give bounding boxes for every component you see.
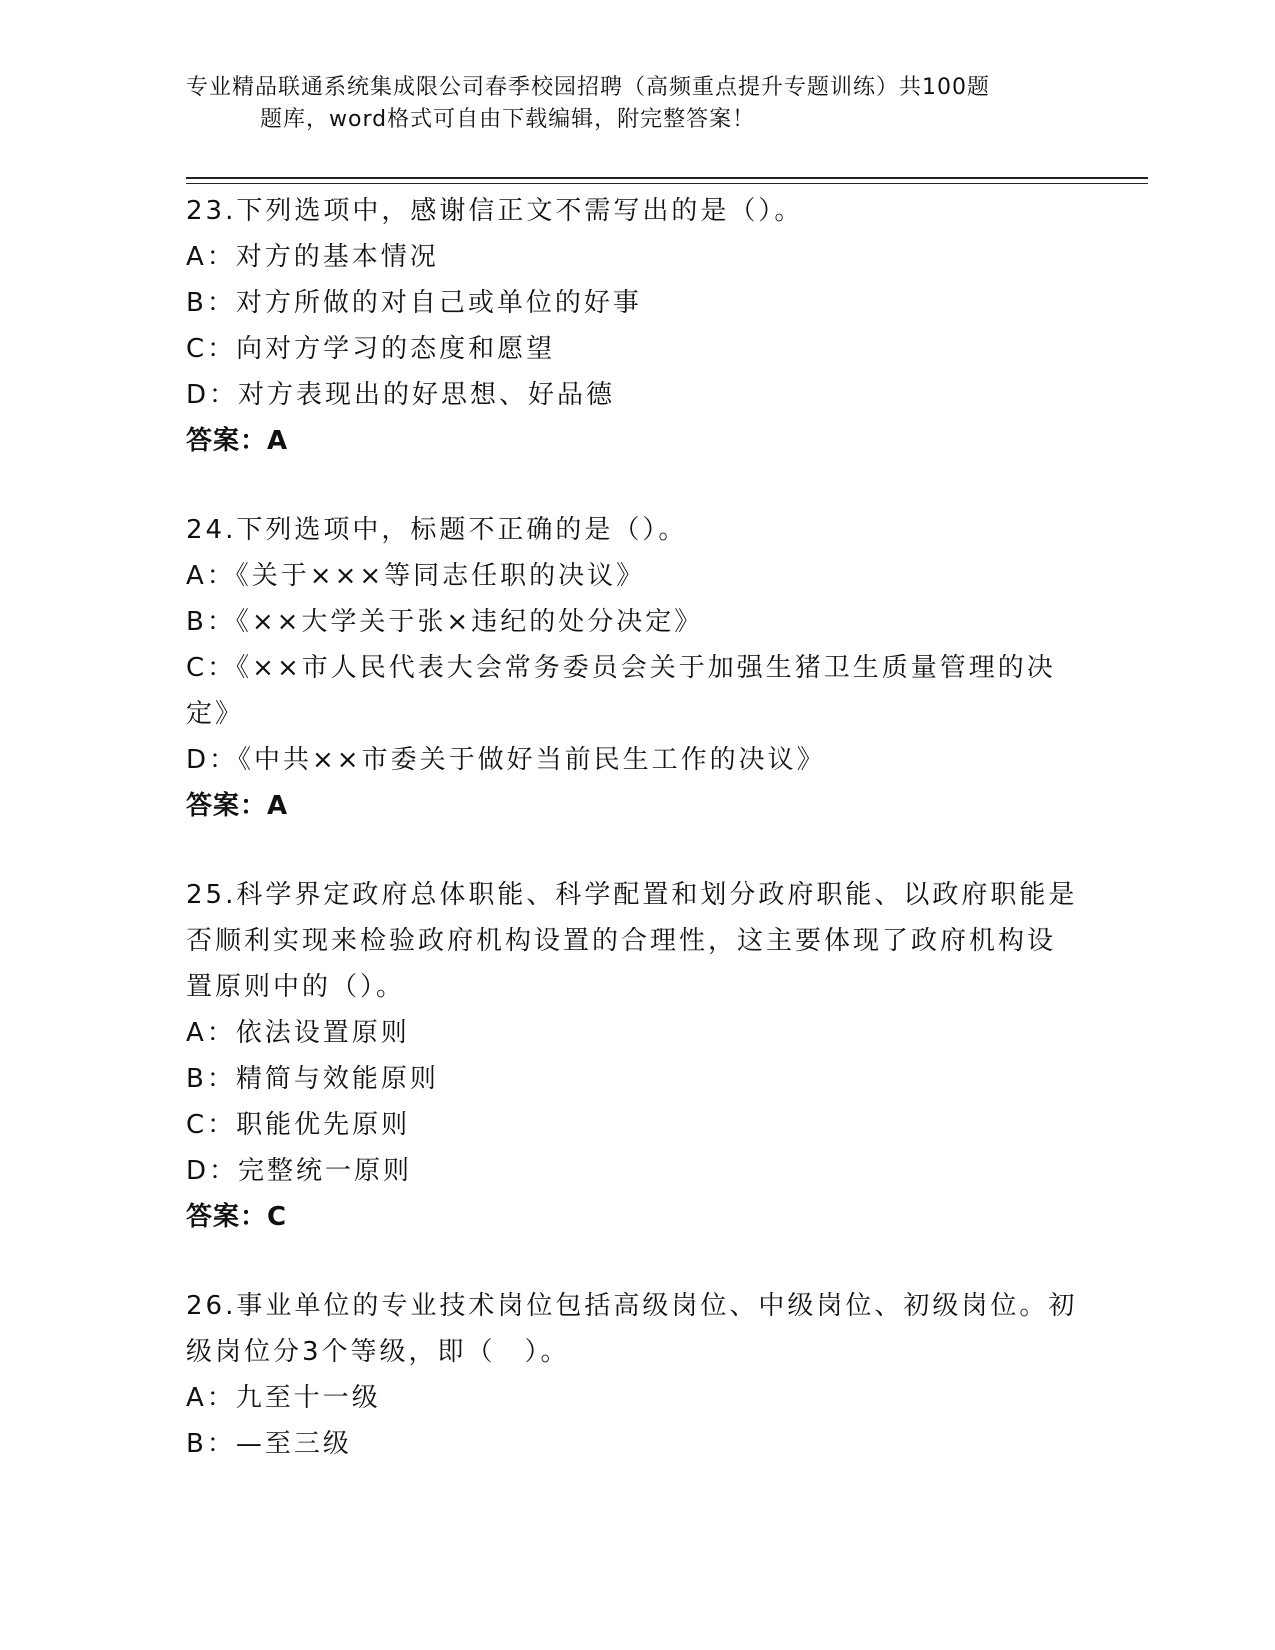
answer: 答案：A [186,426,289,456]
option-d: D：完整统一原则 [186,1156,413,1186]
question-stem [186,188,1086,234]
question-stem [186,1283,1086,1375]
option-c: C：职能优先原则 [186,1110,411,1140]
option-b: B：—至三级 [186,1429,352,1459]
question-stem [186,507,1086,553]
option-c: C：向对方学习的态度和愿望 [186,334,556,364]
stem-line: 26.事业单位的专业技术岗位包括高级岗位、中级岗位、初级岗位。初 [186,1291,1078,1321]
question-stem [186,872,1086,1010]
header-rule-thin [186,183,1148,184]
question-list [186,188,1086,1510]
stem-line: 置原则中的（）。 [186,972,406,1002]
option-b: B：《××大学关于张×违纪的处分决定》 [186,607,704,637]
stem-line: 25.科学界定政府总体职能、科学配置和划分政府职能、以政府职能是 [186,880,1078,910]
question-24 [186,507,1086,829]
document-header [186,72,1066,136]
option-a: A：九至十一级 [186,1383,381,1413]
answer: 答案：A [186,791,289,821]
option-c-continued: 定》 [186,699,245,729]
option-b: B：对方所做的对自己或单位的好事 [186,288,642,318]
option-a: A：对方的基本情况 [186,242,439,272]
header-line-1: 专业精品联通系统集成限公司春季校园招聘（高频重点提升专题训练）共100题 [186,75,990,100]
header-rule-thick [186,177,1148,179]
option-a: A：《关于×××等同志任职的决议》 [186,561,646,591]
stem-line: 24.下列选项中，标题不正确的是（）。 [186,515,688,545]
stem-line: 否顺利实现来检验政府机构设置的合理性，这主要体现了政府机构设 [186,926,1057,956]
question-26 [186,1283,1086,1467]
stem-line: 23.下列选项中，感谢信正文不需写出的是（）。 [186,196,804,226]
option-d: D：对方表现出的好思想、好品德 [186,380,616,410]
header-line-2: 题库，word格式可自由下载编辑，附完整答案！ [260,107,756,132]
question-23 [186,188,1086,464]
stem-line: 级岗位分3个等级，即（ ）。 [186,1337,570,1367]
answer: 答案：C [186,1202,288,1232]
option-b: B：精简与效能原则 [186,1064,439,1094]
option-d: D：《中共××市委关于做好当前民生工作的决议》 [186,745,826,775]
option-a: A：依法设置原则 [186,1018,410,1048]
option-c: C：《××市人民代表大会常务委员会关于加强生猪卫生质量管理的决 [186,653,1056,683]
question-25 [186,872,1086,1240]
